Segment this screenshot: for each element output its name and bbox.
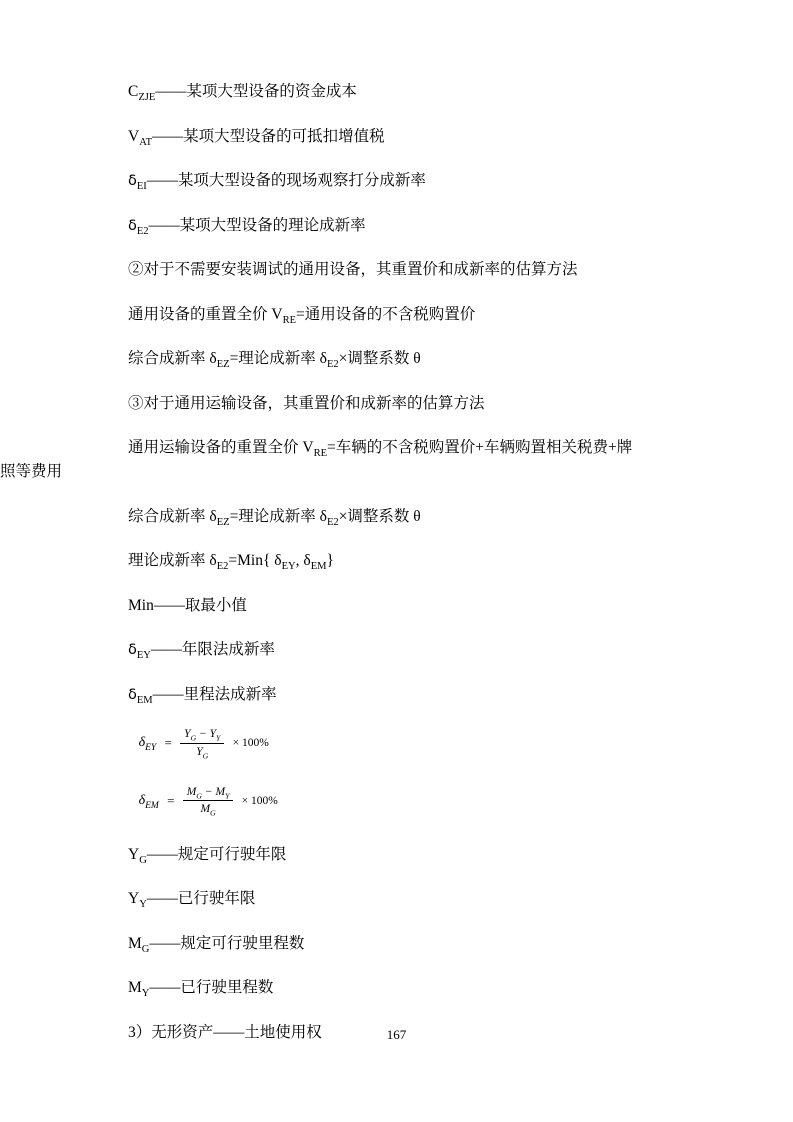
numerator-left-sub: G bbox=[190, 733, 197, 743]
subscript-e2: E2 bbox=[216, 561, 229, 573]
text-line-vre-general-lead: 通用设备的重置全价 V bbox=[128, 305, 283, 323]
numerator-right-sub: Y bbox=[225, 791, 230, 801]
formula-delta-em-denominator bbox=[183, 801, 234, 816]
text-line-delta-em-def bbox=[97, 683, 697, 707]
formula-delta-em-lhs bbox=[139, 793, 159, 809]
symbol-delta: δ bbox=[128, 642, 137, 659]
text-line-min-definition bbox=[97, 594, 697, 618]
symbol-v: V bbox=[128, 127, 140, 145]
symbol-m: M bbox=[128, 934, 142, 952]
text-line-delta-e2-rest: ——某项大型设备的理论成新率 bbox=[148, 216, 366, 234]
text-line-item2 bbox=[97, 258, 697, 282]
text-line-delta-ei-rest: ——某项大型设备的现场观察打分成新率 bbox=[146, 172, 426, 190]
denominator: M bbox=[200, 803, 211, 816]
formula-delta-ey bbox=[97, 727, 697, 759]
symbol-vre-subscript: RE bbox=[313, 448, 328, 460]
subscript-ey: EY bbox=[136, 650, 151, 662]
page-number: 167 bbox=[386, 1027, 407, 1042]
subscript-ey: EY bbox=[281, 561, 296, 573]
symbol-c-subscript: ZJE bbox=[138, 92, 156, 104]
text-line-vre-general bbox=[97, 303, 697, 327]
text-line-min-definition-content: Min——取最小值 bbox=[128, 596, 247, 614]
text-line-theoretical-rate-mid: =Min{ δ bbox=[228, 552, 282, 570]
symbol-delta-subscript: EI bbox=[136, 181, 147, 193]
symbol-delta: δ bbox=[128, 686, 137, 703]
text-line-my bbox=[97, 976, 697, 1000]
formula-delta-ey-symbol: δ bbox=[138, 735, 146, 751]
text-line-comprehensive-rate-1-lead: 综合成新率 δ bbox=[128, 350, 217, 368]
formula-delta-ey-denominator bbox=[180, 744, 224, 759]
text-line-theoretical-rate-min bbox=[97, 549, 697, 573]
text-line-vre-transport-lead: 通用运输设备的重置全价 V bbox=[128, 439, 314, 457]
symbol-m-subscript: G bbox=[141, 943, 150, 955]
symbol-y: Y bbox=[128, 845, 140, 863]
symbol-delta: δ bbox=[128, 217, 137, 234]
subscript-ez: EZ bbox=[216, 359, 230, 371]
symbol-y-subscript: Y bbox=[139, 899, 147, 911]
numerator-left-sub: G bbox=[196, 791, 202, 801]
formula-delta-ey-numerator bbox=[180, 727, 224, 743]
text-line-vat bbox=[97, 125, 697, 149]
denominator-sub: G bbox=[202, 750, 209, 760]
text-line-vre-general-rest: =通用设备的不含税购置价 bbox=[296, 305, 476, 323]
text-line-intangible-assets-content: 3）无形资产——土地使用权 bbox=[128, 1023, 322, 1041]
text-line-comprehensive-rate-1-tail: ×调整系数 θ bbox=[338, 350, 421, 368]
document-body bbox=[0, 80, 697, 1065]
numerator-left: M bbox=[186, 785, 197, 798]
symbol-m: M bbox=[128, 979, 142, 997]
text-line-my-rest: ——已行驶里程数 bbox=[149, 979, 274, 997]
denominator-sub: G bbox=[210, 808, 216, 818]
formula-delta-em-fraction bbox=[183, 785, 234, 817]
symbol-vre-subscript: RE bbox=[282, 314, 297, 326]
text-line-comprehensive-rate-1-mid: =理论成新率 δ bbox=[229, 350, 327, 368]
text-line-vre-transport-rest: =车辆的不含税购置价+车辆购置相关税费+牌 bbox=[327, 439, 633, 457]
symbol-delta: δ bbox=[128, 173, 137, 190]
formula-delta-em-tail: × 100% bbox=[241, 794, 278, 807]
numerator-right: Y bbox=[209, 728, 217, 741]
formula-delta-ey-equals: = bbox=[164, 735, 172, 751]
text-line-czje bbox=[97, 80, 697, 104]
numerator-right-sub: Y bbox=[216, 733, 221, 743]
text-line-theoretical-rate-tail: } bbox=[326, 552, 334, 570]
numerator-left: Y bbox=[184, 728, 191, 741]
numerator-operator: − bbox=[204, 785, 213, 798]
text-line-theoretical-rate-lead: 理论成新率 δ bbox=[128, 552, 217, 570]
text-line-vre-transport-wrap bbox=[0, 460, 700, 484]
text-line-mg bbox=[97, 932, 697, 956]
text-line-item3-content: ③对于通用运输设备，其重置价和成新率的估算方法 bbox=[128, 394, 485, 412]
subscript-e2: E2 bbox=[326, 359, 339, 371]
text-line-yy-rest: ——已行驶年限 bbox=[146, 890, 256, 908]
symbol-y: Y bbox=[128, 890, 140, 908]
subscript-em: EM bbox=[310, 561, 327, 573]
symbol-c: C bbox=[128, 83, 139, 100]
text-line-vat-rest: ——某项大型设备的可抵扣增值税 bbox=[152, 127, 385, 145]
symbol-m-subscript: Y bbox=[141, 988, 150, 1000]
formula-delta-em-numerator bbox=[183, 785, 234, 801]
text-line-comprehensive-rate-2-lead: 综合成新率 δ bbox=[128, 507, 217, 525]
formula-delta-em-subscript: EM bbox=[145, 800, 159, 811]
formula-delta-ey-lhs bbox=[139, 735, 157, 751]
symbol-y-subscript: G bbox=[139, 854, 147, 866]
formula-delta-em bbox=[97, 785, 697, 817]
text-line-delta-ei bbox=[97, 169, 697, 193]
numerator-operator: − bbox=[199, 728, 207, 741]
text-line-czje-rest: ——某项大型设备的资金成本 bbox=[155, 83, 357, 100]
text-line-vre-transport-wrap-content: 照等费用 bbox=[0, 463, 63, 481]
subscript-e2: E2 bbox=[326, 516, 339, 528]
formula-delta-ey-fraction bbox=[180, 727, 224, 759]
numerator-right: M bbox=[215, 785, 226, 798]
subscript-ez: EZ bbox=[216, 516, 230, 528]
text-line-mg-rest: ——规定可行驶里程数 bbox=[149, 934, 305, 952]
formula-delta-ey-subscript: EY bbox=[145, 742, 157, 753]
symbol-v-subscript: AT bbox=[139, 136, 153, 148]
text-line-delta-e2 bbox=[97, 214, 697, 238]
text-line-yy bbox=[97, 887, 697, 911]
text-line-comprehensive-rate-2-mid: =理论成新率 δ bbox=[229, 507, 327, 525]
text-line-comprehensive-rate-2 bbox=[97, 505, 697, 529]
text-line-yg-rest: ——规定可行驶年限 bbox=[146, 845, 287, 863]
text-line-delta-em-def-rest: ——里程法成新率 bbox=[152, 685, 277, 703]
text-line-item3 bbox=[97, 392, 697, 416]
text-line-comprehensive-rate-2-tail: ×调整系数 θ bbox=[338, 507, 421, 525]
symbol-delta-subscript: E2 bbox=[136, 225, 149, 237]
text-line-vre-transport bbox=[97, 436, 697, 460]
text-line-delta-ey-def bbox=[97, 638, 697, 662]
text-line-yg bbox=[97, 843, 697, 867]
formula-delta-ey-tail: × 100% bbox=[232, 737, 269, 750]
denominator: Y bbox=[196, 745, 203, 758]
formula-delta-em-symbol: δ bbox=[138, 792, 146, 808]
text-line-delta-ey-def-rest: ——年限法成新率 bbox=[150, 641, 275, 659]
subscript-em: EM bbox=[136, 694, 153, 706]
text-line-item2-content: ②对于不需要安装调试的通用设备，其重置价和成新率的估算方法 bbox=[128, 261, 578, 279]
text-line-comprehensive-rate-1 bbox=[97, 347, 697, 371]
text-line-theoretical-rate-mid2: , δ bbox=[295, 552, 311, 570]
formula-delta-em-equals: = bbox=[167, 792, 175, 808]
